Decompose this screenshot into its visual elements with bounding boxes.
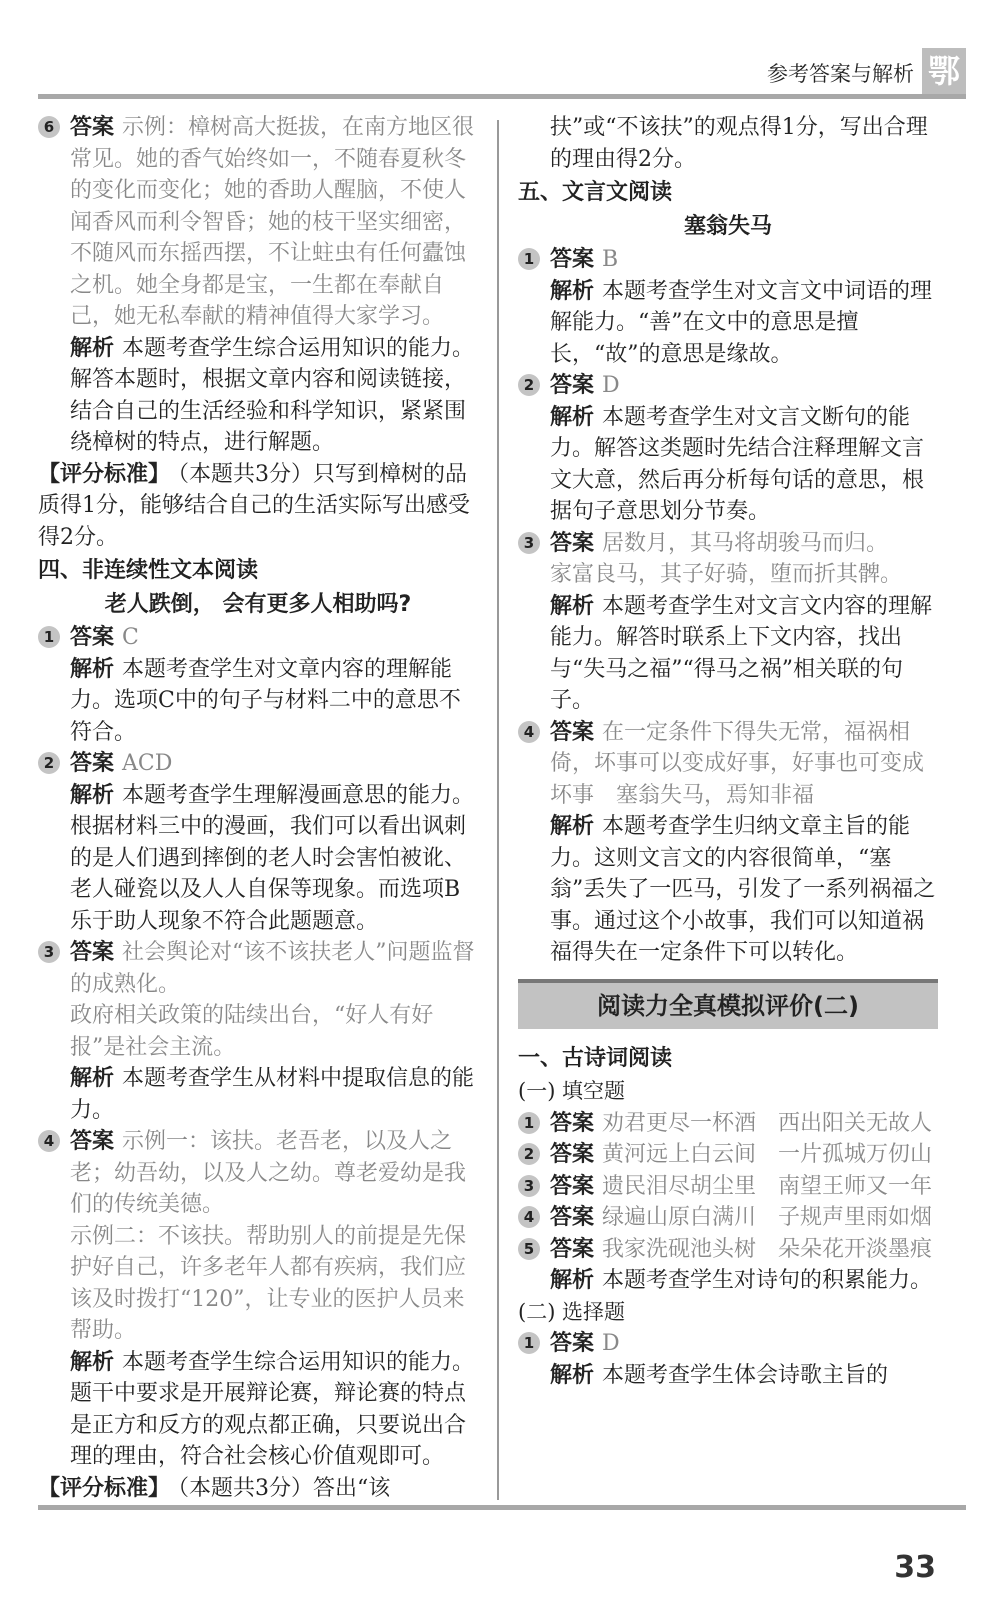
answer-label: 答案 [70, 940, 115, 965]
answer-text: D [602, 373, 620, 398]
answer-text-2: 示例二：不该扶。帮助别人的前提是先保护好自己，许多老年人都有疾病，我们应该及时拨打“120”，让专业的医护人员来帮助。 [70, 1223, 467, 1343]
question-number: 4 [518, 1206, 540, 1228]
answer-text: 示例：樟树高大挺拔，在南方地区很常见。她的香气始终如一，不随春夏秋冬的变化而变化；她的香助人醒脑，不使人闻香风而利令智昏；她的枝干坚实细密，不随风而东摇西摆，不让蛀虫有任何蠹蚀之机。她全身都是宝，一生都在奉献自己，她无私奉献的精神值得大家学习。 [70, 115, 475, 329]
right-column [518, 112, 938, 1391]
question-4 [518, 717, 938, 812]
answer-label: 答案 [550, 247, 595, 272]
fill-question-3 [518, 1171, 938, 1203]
question-6 [38, 112, 478, 333]
question-number: 3 [38, 941, 60, 963]
question-3 [38, 937, 478, 1000]
answer-text: ACD [122, 751, 173, 776]
analysis: 解析 本题考查学生对文章内容的理解能力。选项C中的句子与材料二中的意思不符合。 [70, 656, 461, 745]
scoring-standard: 【评分标准】 （本题共3分）答出“该 [38, 1475, 391, 1501]
footer-rule [38, 1505, 966, 1510]
analysis: 解析 本题考查学生归纳文章主旨的能力。这则文言文的内容很简单，“塞翁”丢失了一匹马，引发了一系列祸福之事。通过这个小故事，我们可以知道祸福得失在一定条件下可以转化。 [550, 814, 936, 965]
answer-text: D [602, 1331, 620, 1356]
question-number: 6 [38, 116, 60, 138]
subsection-heading: (一) 填空题 [518, 1079, 626, 1103]
answer-text: 在一定条件下得失无常，福祸相倚，坏事可以变成好事，好事也可变成坏事 塞翁失马，焉知非福 [550, 719, 925, 808]
answer-label: 答案 [550, 373, 595, 398]
answer-text-2: 政府相关政策的陆续出台，“好人有好报”是社会主流。 [70, 1003, 434, 1060]
answer-text: 我家洗砚池头树 朵朵花开淡墨痕 [602, 1236, 933, 1262]
passage-title: 塞翁失马 [683, 213, 772, 239]
question-number: 2 [518, 1143, 540, 1165]
answer-text: 居数月，其马将胡骏马而归。 [602, 530, 889, 556]
analysis: 解析 本题考查学生综合运用知识的能力。解答本题时，根据文章内容和阅读链接，结合自己的生活经验和科学知识，紧紧围绕樟树的特点，进行解题。 [70, 335, 475, 455]
answer-label: 答案 [550, 1173, 595, 1199]
choice-question-1 [518, 1328, 938, 1360]
analysis: 解析 本题考查学生理解漫画意思的能力。根据材料三中的漫画，我们可以看出讽刺的是人们遇到摔倒的老人时会害怕被讹、老人碰瓷以及人人自保等现象。而选项B乐于助人现象不符合此题题意。 [70, 782, 475, 934]
question-1 [518, 244, 938, 276]
answer-label: 答案 [550, 530, 595, 556]
continued-text: 扶”或“不该扶”的观点得1分，写出合理的理由得2分。 [550, 115, 928, 172]
question-number: 1 [518, 1112, 540, 1134]
answer-label: 答案 [70, 1129, 115, 1154]
fill-question-4 [518, 1202, 938, 1234]
question-1 [38, 622, 478, 654]
column-divider [497, 120, 499, 1500]
answer-label: 答案 [70, 115, 115, 140]
question-number: 2 [518, 374, 540, 396]
answer-text: 遗民泪尽胡尘里 南望王师又一年 [602, 1173, 933, 1199]
answer-label: 答案 [550, 1110, 595, 1136]
header-title: 参考答案与解析 [767, 62, 914, 86]
province-badge: 鄂 [922, 48, 966, 94]
answer-label: 答案 [550, 719, 595, 745]
answer-text-2: 家富良马，其子好骑，堕而折其髀。 [550, 562, 903, 587]
left-column [38, 112, 478, 1504]
question-3 [518, 528, 938, 560]
question-number: 3 [518, 1175, 540, 1197]
analysis: 解析 本题考查学生对文言文断句的能力。解答这类题时先结合注释理解文言文大意，然后再分析每句话的意思，根据句子意思划分节奏。 [550, 404, 925, 524]
question-number: 1 [518, 1332, 540, 1354]
section-heading: 五、文言文阅读 [518, 180, 673, 205]
page-number: 33 [894, 1550, 936, 1585]
analysis: 解析 本题考查学生对文言文中词语的理解能力。“善”在文中的意思是擅长，“故”的意思是缘故。 [550, 278, 933, 367]
answer-label: 答案 [70, 751, 115, 776]
question-number: 4 [518, 721, 540, 743]
question-2 [38, 748, 478, 780]
analysis: 解析 本题考查学生综合运用知识的能力。题干中要求是开展辩论赛，辩论赛的特点是正方和反方的观点都正确，只要说出合理的理由，符合社会核心价值观即可。 [70, 1349, 475, 1469]
section-heading: 四、非连续性文本阅读 [38, 558, 259, 583]
analysis: 解析 本题考查学生对诗句的积累能力。 [550, 1268, 933, 1293]
fill-question-1 [518, 1108, 938, 1140]
passage-title: 老人跌倒， 会有更多人相助吗? [104, 591, 412, 617]
answer-text: 社会舆论对“该不该扶老人”问题监督的成熟化。 [70, 940, 475, 997]
fill-question-2 [518, 1139, 938, 1171]
answer-label: 答案 [550, 1142, 595, 1167]
answer-label: 答案 [550, 1331, 595, 1356]
analysis: 解析 本题考查学生从材料中提取信息的能力。 [70, 1066, 475, 1123]
scoring-standard: 【评分标准】 （本题共3分）只写到樟树的品质得1分，能够结合自己的生活实际写出感受得2分。 [38, 461, 470, 550]
fill-question-5 [518, 1234, 938, 1266]
question-number: 1 [518, 248, 540, 270]
page-header [0, 0, 996, 100]
subsection-heading: (二) 选择题 [518, 1299, 626, 1324]
question-number: 5 [518, 1238, 540, 1260]
answer-text: 绿遍山原白满川 子规声里雨如烟 [602, 1205, 933, 1230]
answer-label: 答案 [70, 625, 115, 650]
answer-text: 黄河远上白云间 一片孤城万仞山 [602, 1142, 933, 1167]
section-heading: 一、古诗词阅读 [518, 1045, 673, 1071]
answer-text: 示例一：该扶。老吾老，以及人之老；幼吾幼，以及人之幼。尊老爱幼是我们的传统美德。 [70, 1129, 467, 1217]
question-2 [518, 370, 938, 402]
question-number: 1 [38, 626, 60, 648]
question-number: 3 [518, 532, 540, 554]
question-number: 4 [38, 1130, 60, 1152]
answer-label: 答案 [550, 1205, 595, 1230]
answer-text: C [122, 625, 139, 650]
header-rule [38, 94, 966, 99]
analysis: 解析 本题考查学生体会诗歌主旨的 [550, 1362, 889, 1388]
question-number: 2 [38, 752, 60, 774]
answer-text: 劝君更尽一杯酒 西出阳关无故人 [602, 1110, 933, 1136]
question-4 [38, 1126, 478, 1221]
analysis: 解析 本题考查学生对文言文内容的理解能力。解答时联系上下文内容，找出与“失马之福”“得马之祸”相关联的句子。 [550, 593, 933, 713]
section-banner: 阅读力全真模拟评价(二) [518, 979, 938, 1029]
answer-text: B [602, 247, 619, 272]
answer-label: 答案 [550, 1236, 595, 1262]
